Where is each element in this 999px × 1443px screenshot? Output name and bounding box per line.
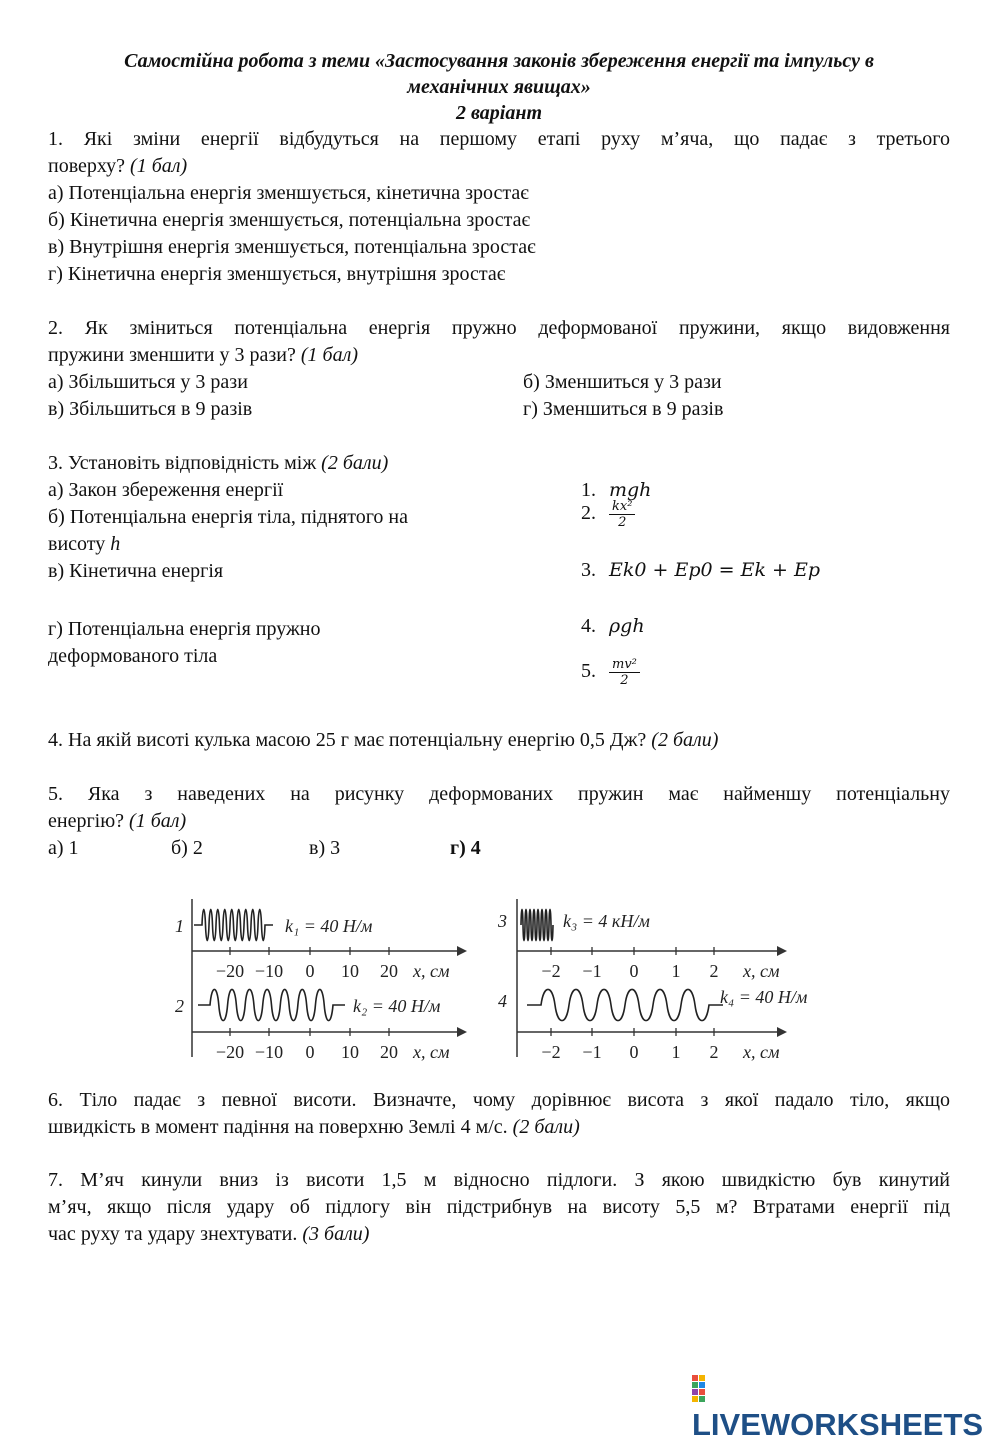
tick-label: 0 bbox=[305, 1042, 315, 1062]
liveworksheets-logo: LIVEWORKSHEETS bbox=[692, 1371, 999, 1443]
question-5: 5. Яка з наведених на рисунку деформованих пружин має найменшу потенціальну енергію? (1 бал) а) 1 б) 2 в) 3 г) 4 bbox=[48, 781, 950, 862]
match-left: а) Закон збереження енергії bbox=[48, 479, 284, 501]
spring-3-coil bbox=[521, 909, 553, 940]
tick-label: 0 bbox=[305, 961, 315, 981]
option[interactable]: а) Збільшиться у 3 рази bbox=[48, 371, 248, 393]
spring-1-coil bbox=[194, 909, 273, 940]
option[interactable]: в) Внутрішня енергія зменшується, потенціальна зростає bbox=[48, 236, 536, 258]
k3-label: k₃ = 4 кН/м bbox=[563, 911, 650, 931]
match-right-4: 4. ρgh bbox=[581, 615, 645, 637]
option[interactable]: б) Зменшиться у 3 рази bbox=[523, 371, 722, 393]
option[interactable]: г) Зменшиться в 9 разів bbox=[523, 398, 724, 420]
logo-icon bbox=[692, 1375, 706, 1403]
tick-label: 2 bbox=[709, 961, 719, 981]
option-selected[interactable]: г) 4 bbox=[450, 837, 481, 859]
spring-label: 4 bbox=[498, 991, 507, 1011]
tick-label: −10 bbox=[254, 961, 284, 981]
match-right-2: 2. $\frac{\text{kx²}}{2}$ bbox=[581, 499, 635, 530]
matching-table: а) Закон збереження енергії б) Потенціальна енергія тіла, піднятого на висоту h в) Кінетична енергія г) Потенціальна енергія пружно деформованого тіла 1. mgh 2. $\frac{\text{kx²}}{2}$ 3. Ek0 + Ep0 = Ek + Ep 4. ρgh 5. $\frac{\text{mv²}}{2}$ bbox=[48, 479, 821, 688]
k1-label: k₁ = 40 Н/м bbox=[285, 916, 373, 936]
option[interactable]: а) Потенціальна енергія зменшується, кінетична зростає bbox=[48, 182, 529, 204]
spring-label: 3 bbox=[498, 911, 507, 931]
tick-label: 20 bbox=[380, 1042, 398, 1062]
option[interactable]: в) 3 bbox=[309, 837, 341, 859]
axis-label: x, см bbox=[413, 1042, 450, 1062]
tick-label: 0 bbox=[629, 961, 639, 981]
option[interactable]: б) 2 bbox=[171, 837, 203, 859]
tick-label: −2 bbox=[541, 1042, 561, 1062]
points: (1 бал) bbox=[130, 155, 188, 177]
option[interactable]: а) 1 bbox=[48, 837, 79, 859]
tick-label: −1 bbox=[582, 961, 602, 981]
springs-figure bbox=[165, 895, 835, 1065]
right-panel bbox=[497, 899, 808, 1062]
match-left: деформованого тіла bbox=[48, 645, 218, 667]
question-3: 3. Установіть відповідність між (2 бали) а) Закон збереження енергії б) Потенціальна енергія тіла, піднятого на висоту h в) Кінетична енергія г) Потенціальна енергія пружно деформованого тіла 1. mgh 2. $\frac{\text{kx²}}{2}$ 3. Ek0 + Ep0 = Ek + Ep 4. ρgh 5. $\frac{\text{mv²}}{2}$ bbox=[48, 450, 950, 727]
tick-label: 1 bbox=[671, 1042, 681, 1062]
spring-4-coil bbox=[527, 989, 723, 1020]
match-right-1: 1. mgh bbox=[581, 479, 652, 501]
tick-label: 10 bbox=[341, 1042, 359, 1062]
question-7: 7. М’яч кинули вниз із висоти 1,5 м відносно підлоги. З якою швидкістю був кинутий м’яч, якщо після удару об підлогу він підстрибнув на висоту 5,5 м? Втратами енергії під час руху та удару знехтувати. (3 бали) bbox=[48, 1169, 950, 1245]
spring-2-coil bbox=[198, 989, 345, 1020]
axis-label: x, см bbox=[743, 1042, 780, 1062]
tick-label: −10 bbox=[254, 1042, 284, 1062]
tick-label: 2 bbox=[709, 1042, 719, 1062]
k2-label: k₂ = 40 Н/м bbox=[353, 996, 441, 1016]
tick-label: −20 bbox=[215, 1042, 245, 1062]
option[interactable]: б) Кінетична енергія зменшується, потенціальна зростає bbox=[48, 209, 531, 231]
question-text: 1. Які зміни енергії відбудуться на першому етапі руху м’яча, що падає з третього bbox=[48, 128, 950, 150]
tick-label: 20 bbox=[380, 961, 398, 981]
question-2: 2. Як зміниться потенціальна енергія пружно деформованої пружини, якщо видовження пружини зменшити у 3 рази? (1 бал) а) Збільшиться у 3 рази б) Зменшиться у 3 рази в) Збільшиться в 9 разів г) Зменшиться в 9 разів bbox=[48, 315, 950, 423]
match-right-5: 5. $\frac{\text{mv²}}{2}$ bbox=[581, 657, 640, 688]
tick-label: 1 bbox=[671, 961, 681, 981]
axis-label: x, см bbox=[743, 961, 780, 981]
match-right-3: 3. Ek0 + Ep0 = Ek + Ep bbox=[581, 559, 821, 581]
match-left: в) Кінетична енергія bbox=[48, 560, 224, 582]
k4-label: k₄ = 40 Н/м bbox=[720, 987, 808, 1007]
axis-label: x, см bbox=[413, 961, 450, 981]
tick-label: 10 bbox=[341, 961, 359, 981]
question-1: 1. Які зміни енергії відбудуться на першому етапі руху м’яча, що падає з третього поверху? (1 бал) а) Потенціальна енергія зменшується, кінетична зростає б) Кінетична енергія зменшується, потенціальна зростає в) Внутрішня енергія зменшується, потенціальна зростає г) Кінетична енергія зменшується, внутрішня зростає bbox=[48, 126, 950, 288]
left-panel bbox=[175, 899, 467, 1062]
match-left: г) Потенціальна енергія пружно bbox=[48, 618, 321, 640]
worksheet-title: Самостійна робота з теми «Застосування законів збереження енергії та імпульсу в механічних явищах» 2 варіант bbox=[124, 50, 874, 124]
option[interactable]: в) Збільшиться в 9 разів bbox=[48, 398, 253, 420]
question-6: 6. Тіло падає з певної висоти. Визначте, чому дорівнює висота з якої падало тіло, якщо швидкість в момент падіння на поверхню Землі 4 м/с. (2 бали) bbox=[48, 1089, 950, 1138]
worksheet bbox=[48, 48, 950, 862]
tick-label: −2 bbox=[541, 961, 561, 981]
tick-label: −1 bbox=[582, 1042, 602, 1062]
spring-label: 1 bbox=[175, 916, 184, 936]
match-left: б) Потенціальна енергія тіла, піднятого на bbox=[48, 506, 408, 528]
spring-label: 2 bbox=[175, 996, 184, 1016]
question-4: 4. На якій висоті кулька масою 25 г має потенціальну енергію 0,5 Дж? (2 бали) bbox=[48, 729, 719, 751]
option[interactable]: г) Кінетична енергія зменшується, внутрішня зростає bbox=[48, 263, 506, 285]
tick-label: −20 bbox=[215, 961, 245, 981]
tick-label: 0 bbox=[629, 1042, 639, 1062]
